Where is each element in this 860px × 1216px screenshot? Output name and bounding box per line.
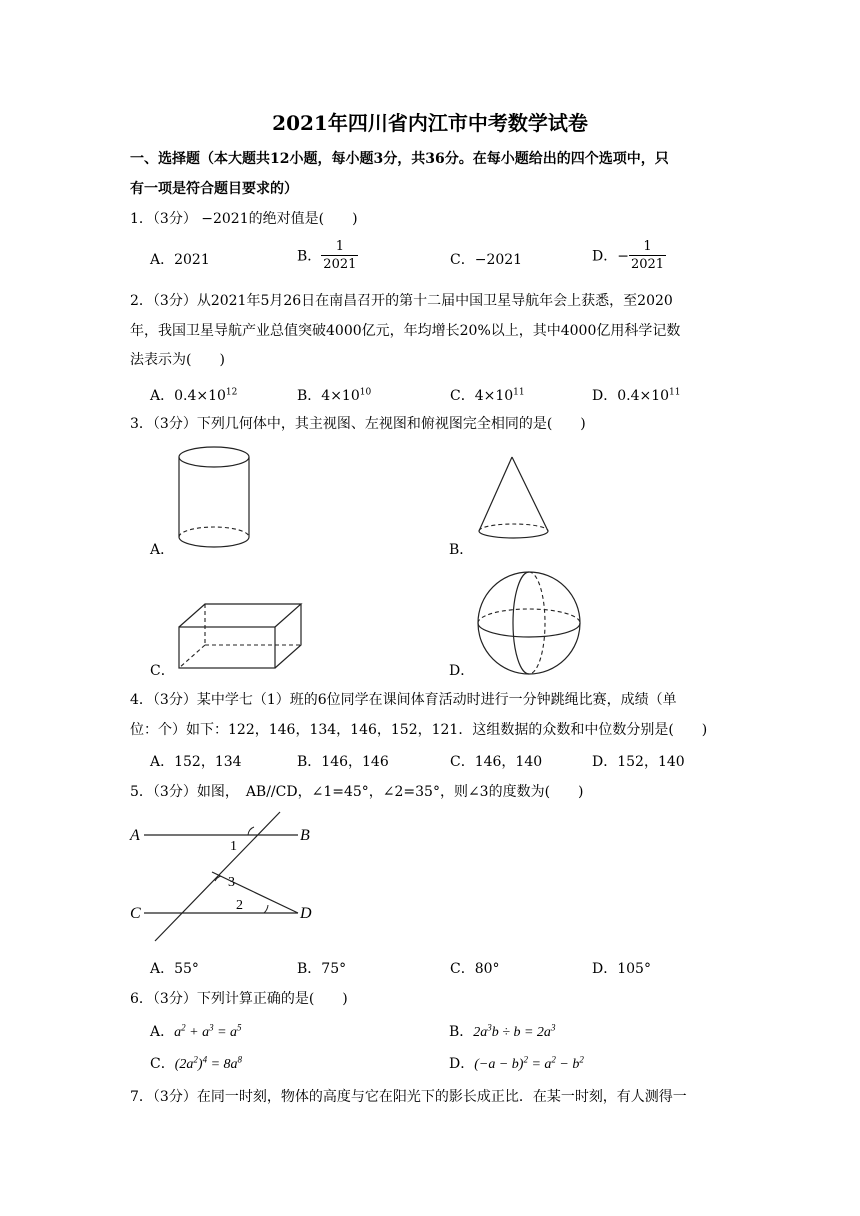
q2-a-exponent: 12 <box>225 387 238 398</box>
q1-option-a: A．2021 <box>150 252 210 268</box>
q1-b-denominator: 2021 <box>323 257 357 272</box>
q5-stem: 5．（3分）如图， AB//CD，∠1=45°，∠2=35°，则∠3的度数为( ) <box>130 784 584 800</box>
q1-option-b-fraction <box>321 238 358 273</box>
q2-line1: 2．（3分）从2021年5月26日在南昌召开的第十二届中国卫星导航年会上获悉，至2020 <box>130 293 673 309</box>
q6-option-d-formula: $(-a - b)^2 = a^2 - b^2$ <box>474 1054 584 1072</box>
q2-d-base: D．0.4×10 <box>592 388 670 404</box>
q5-option-b: B．75° <box>297 961 347 977</box>
q2-a-base: A．0.4×10 <box>150 388 226 404</box>
angle-2-label: 2 <box>236 898 243 913</box>
q1-option-d-fraction <box>629 238 666 273</box>
q1-option-b-label: B． <box>297 248 322 265</box>
q4-line1: 4．（3分）某中学七（1）班的6位同学在课间体育活动时进行一分钟跳绳比赛，成绩（单 <box>130 692 677 708</box>
q2-c-exponent: 11 <box>513 387 525 398</box>
q3-option-b-label: B． <box>449 542 474 558</box>
q1-option-b <box>297 238 358 273</box>
q6-option-d-label: D． <box>449 1056 475 1072</box>
q5-option-a: A．55° <box>150 961 199 977</box>
q3-option-d-label: D． <box>449 663 475 679</box>
q3-stem: 3．（3分）下列几何体中，其主视图、左视图和俯视图完全相同的是( ) <box>130 416 586 432</box>
q2-option-c <box>450 385 525 405</box>
q1-option-d-label: D．− <box>592 248 629 265</box>
q1-stem: 1．（3分） −2021的绝对值是( ) <box>130 211 358 227</box>
q3-option-c-label: C． <box>150 663 175 679</box>
q4-option-c: C．146，140 <box>450 754 543 770</box>
section-heading-line1: 一、选择题（本大题共12小题，每小题3分，共36分。在每小题给出的四个选项中，只 <box>130 151 669 167</box>
q2-line3: 法表示为( ) <box>130 352 225 368</box>
cylinder-figure <box>170 440 265 555</box>
q4-option-a: A．152，134 <box>150 754 242 770</box>
point-a-label: A <box>130 827 140 844</box>
q4-option-b: B．146，146 <box>297 754 389 770</box>
point-d-label: D <box>300 905 312 922</box>
q4-option-d: D．152，140 <box>592 754 685 770</box>
q2-b-exponent: 10 <box>359 387 372 398</box>
q3-option-a-label: A． <box>150 542 175 558</box>
q1-option-d <box>592 238 666 273</box>
q6-option-b-label: B． <box>449 1024 474 1040</box>
q6-stem: 6．（3分）下列计算正确的是( ) <box>130 991 348 1007</box>
section-heading-line2: 有一项是符合题目要求的） <box>130 181 298 197</box>
sphere-figure <box>474 568 584 678</box>
q2-option-d <box>592 385 681 405</box>
parallel-lines-figure <box>128 810 323 945</box>
q6-option-a-label: A． <box>150 1024 175 1040</box>
q2-option-a <box>150 385 237 405</box>
cone-figure <box>470 452 560 544</box>
q1-option-c: C．−2021 <box>450 252 523 268</box>
point-b-label: B <box>300 827 310 844</box>
point-c-label: C <box>130 905 141 922</box>
q2-line2: 年，我国卫星导航产业总值突破4000亿元，年均增长20%以上，其中4000亿用科学记数 <box>130 323 681 339</box>
q5-option-d: D．105° <box>592 961 651 977</box>
q2-c-base: C．4×10 <box>450 388 514 404</box>
q2-d-exponent: 11 <box>669 387 681 398</box>
q2-option-b <box>297 385 371 405</box>
q1-b-numerator: 1 <box>321 238 358 256</box>
angle-3-label: 3 <box>228 875 235 890</box>
q6-option-b-formula: $2a^3b \div b = 2a^3$ <box>473 1022 556 1040</box>
q6-option-d <box>449 1053 584 1073</box>
angle-1-label: 1 <box>230 839 237 854</box>
q6-option-c <box>150 1053 242 1073</box>
cuboid-figure <box>170 600 310 672</box>
q4-line2: 位：个）如下：122，146，134，146，152，121．这组数据的众数和中位数分别是( ) <box>130 722 708 738</box>
q6-option-c-label: C． <box>150 1056 175 1072</box>
q1-d-numerator: 1 <box>629 238 666 256</box>
q6-option-b <box>449 1021 555 1041</box>
q1-d-denominator: 2021 <box>630 257 665 272</box>
q6-option-c-formula: $(2a^2)^4 = 8a^8$ <box>174 1054 243 1072</box>
q7-line1: 7．（3分）在同一时刻，物体的高度与它在阳光下的影长成正比．在某一时刻，有人测得一 <box>130 1089 687 1105</box>
q5-option-c: C．80° <box>450 961 500 977</box>
q6-option-a-formula: $a^2 + a^3 = a^5$ <box>174 1022 242 1040</box>
q6-option-a <box>150 1021 242 1041</box>
q2-b-base: B．4×10 <box>297 388 360 404</box>
page-title: 2021年四川省内江市中考数学试卷 <box>272 111 588 135</box>
